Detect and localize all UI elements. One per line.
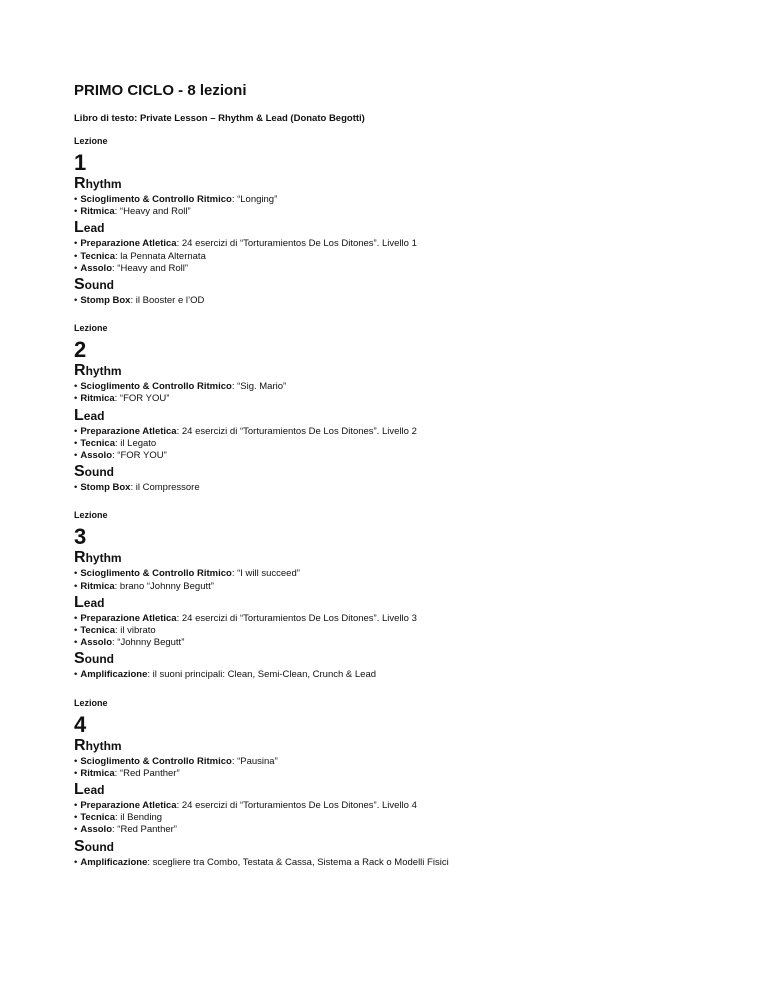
section-title bbox=[74, 650, 714, 668]
item-label: Preparazione Atletica bbox=[80, 425, 177, 437]
page-title: PRIMO CICLO - 8 lezioni bbox=[74, 82, 247, 99]
section-title bbox=[74, 549, 714, 567]
bullet-icon: • bbox=[74, 206, 78, 218]
lesson-label: Lezione bbox=[74, 697, 108, 708]
section-rhythm bbox=[74, 362, 714, 405]
item-text: : il Booster e l’OD bbox=[130, 295, 205, 307]
document-page bbox=[74, 82, 714, 869]
item-label: Scioglimento & Controllo Ritmico bbox=[80, 194, 232, 205]
bullet-icon: • bbox=[74, 580, 78, 592]
item-label: Tecnica bbox=[80, 625, 116, 637]
item-label: Assolo bbox=[80, 824, 113, 836]
list-item bbox=[74, 438, 714, 450]
bullet-icon: • bbox=[74, 381, 78, 393]
item-text: : “Pausina” bbox=[231, 755, 278, 767]
section-item-list bbox=[74, 669, 714, 681]
item-label: Tecnica bbox=[80, 812, 116, 824]
section-title bbox=[74, 463, 714, 481]
item-text: : “Red Panther” bbox=[114, 767, 180, 779]
item-text: : il vibrato bbox=[115, 625, 156, 637]
section-title-initial: R bbox=[74, 175, 86, 192]
list-item bbox=[74, 581, 714, 593]
item-text: : “Sig. Mario” bbox=[231, 381, 287, 393]
item-label: Scioglimento & Controllo Ritmico bbox=[80, 755, 232, 767]
item-text: : la Pennata Alternata bbox=[115, 250, 206, 262]
item-text: : il suoni principali: Clean, Semi-Clean, Crunch & Lead bbox=[147, 669, 377, 681]
lesson-label: Lezione bbox=[74, 510, 108, 521]
lesson-label: Lezione bbox=[74, 323, 108, 334]
list-item bbox=[74, 756, 714, 768]
item-text: : “I will succeed” bbox=[231, 568, 300, 580]
lesson-number: 1 bbox=[74, 150, 87, 175]
item-text: : “Red Panther” bbox=[112, 824, 177, 836]
section-item-list bbox=[74, 482, 714, 494]
bullet-icon: • bbox=[74, 295, 78, 307]
item-text: : “Johnny Begutt” bbox=[112, 637, 185, 649]
section-item-list bbox=[74, 426, 714, 463]
section-lead bbox=[74, 594, 714, 650]
item-label: Assolo bbox=[80, 637, 113, 649]
section-title-rest: hythm bbox=[85, 364, 122, 379]
lesson-label: Lezione bbox=[74, 136, 108, 146]
section-title-initial: R bbox=[74, 549, 86, 567]
bullet-icon: • bbox=[74, 755, 78, 767]
bullet-icon: • bbox=[74, 425, 78, 437]
section-sound bbox=[74, 276, 714, 307]
list-item bbox=[74, 857, 714, 869]
list-item bbox=[74, 206, 714, 218]
lesson-2 bbox=[74, 323, 714, 494]
section-item-list bbox=[74, 857, 714, 869]
item-label: Assolo bbox=[80, 262, 113, 274]
section-title-initial: R bbox=[74, 736, 86, 754]
bullet-icon: • bbox=[74, 393, 78, 405]
section-title-rest: ound bbox=[84, 278, 114, 293]
section-title bbox=[74, 219, 714, 237]
item-label: Preparazione Atletica bbox=[80, 612, 177, 624]
section-title-rest: hythm bbox=[85, 551, 122, 566]
list-item bbox=[74, 613, 714, 625]
bullet-icon: • bbox=[74, 194, 78, 205]
section-item-list bbox=[74, 194, 714, 218]
section-title bbox=[74, 838, 714, 856]
item-text: : 24 esercizi di “Torturamientos De Los Ditones”. Livello 2 bbox=[176, 425, 417, 437]
item-label: Amplificazione bbox=[80, 856, 148, 868]
bullet-icon: • bbox=[74, 262, 78, 274]
list-item bbox=[74, 637, 714, 649]
section-title-rest: ead bbox=[83, 783, 105, 798]
textbook-reference: Libro di testo: Private Lesson – Rhythm & Lead (Donato Begotti) bbox=[74, 113, 365, 124]
item-text: : “Heavy and Roll” bbox=[114, 206, 191, 218]
item-label: Ritmica bbox=[80, 580, 115, 592]
bullet-icon: • bbox=[74, 800, 78, 812]
bullet-icon: • bbox=[74, 450, 78, 462]
section-title-initial: S bbox=[74, 276, 85, 294]
bullet-icon: • bbox=[74, 482, 78, 494]
item-label: Assolo bbox=[80, 450, 113, 462]
list-item bbox=[74, 669, 714, 681]
list-item bbox=[74, 824, 714, 836]
item-label: Preparazione Atletica bbox=[80, 238, 177, 250]
list-item bbox=[74, 381, 714, 393]
bullet-icon: • bbox=[74, 568, 78, 580]
section-rhythm bbox=[74, 549, 714, 592]
item-label: Tecnica bbox=[80, 437, 116, 449]
item-text: : “Heavy and Roll” bbox=[112, 262, 189, 274]
section-title-initial: L bbox=[74, 781, 84, 799]
item-label: Stomp Box bbox=[80, 295, 131, 307]
lesson-1 bbox=[74, 136, 714, 307]
bullet-icon: • bbox=[74, 238, 78, 250]
item-text: : brano “Johnny Begutt” bbox=[114, 580, 214, 592]
section-item-list bbox=[74, 238, 714, 275]
section-title-rest: hythm bbox=[85, 738, 122, 753]
section-title bbox=[74, 781, 714, 799]
list-item bbox=[74, 812, 714, 824]
section-title-initial: L bbox=[74, 219, 84, 237]
section-item-list bbox=[74, 568, 714, 592]
item-text: : 24 esercizi di “Torturamientos De Los Ditones”. Livello 4 bbox=[176, 800, 417, 812]
item-text: : 24 esercizi di “Torturamientos De Los Ditones”. Livello 3 bbox=[176, 612, 417, 624]
item-label: Ritmica bbox=[80, 767, 115, 779]
section-title-rest: ound bbox=[84, 465, 114, 480]
section-title bbox=[74, 175, 714, 193]
section-sound bbox=[74, 838, 714, 869]
section-title-rest: ound bbox=[84, 839, 114, 854]
section-lead bbox=[74, 219, 714, 275]
section-title-rest: ead bbox=[83, 408, 105, 423]
section-title bbox=[74, 407, 714, 425]
item-text: : “FOR YOU” bbox=[114, 393, 170, 405]
item-text: : “FOR YOU” bbox=[112, 450, 167, 462]
list-item bbox=[74, 194, 714, 206]
list-item bbox=[74, 238, 714, 250]
item-label: Amplificazione bbox=[80, 669, 148, 681]
section-title-rest: ead bbox=[83, 595, 105, 610]
section-lead bbox=[74, 407, 714, 463]
section-title-initial: S bbox=[74, 837, 85, 855]
item-label: Ritmica bbox=[80, 206, 115, 218]
section-title-initial: L bbox=[74, 593, 84, 611]
section-item-list bbox=[74, 800, 714, 837]
bullet-icon: • bbox=[74, 625, 78, 637]
section-lead bbox=[74, 781, 714, 837]
bullet-icon: • bbox=[74, 669, 78, 681]
list-item bbox=[74, 263, 714, 275]
section-item-list bbox=[74, 295, 714, 307]
list-item bbox=[74, 768, 714, 780]
section-title-initial: S bbox=[74, 650, 85, 668]
section-title bbox=[74, 594, 714, 612]
section-title-initial: R bbox=[74, 362, 86, 380]
item-label: Scioglimento & Controllo Ritmico bbox=[80, 381, 232, 393]
lesson-number: 3 bbox=[74, 524, 87, 550]
section-item-list bbox=[74, 381, 714, 405]
section-title bbox=[74, 362, 714, 380]
list-item bbox=[74, 800, 714, 812]
item-text: : 24 esercizi di “Torturamientos De Los Ditones”. Livello 1 bbox=[176, 238, 417, 250]
bullet-icon: • bbox=[74, 637, 78, 649]
lesson-4 bbox=[74, 698, 714, 869]
item-text: : il Legato bbox=[115, 437, 157, 449]
list-item bbox=[74, 568, 714, 580]
bullet-icon: • bbox=[74, 250, 78, 262]
item-text: : scegliere tra Combo, Testata & Cassa, Sistema a Rack o Modelli Fisici bbox=[147, 856, 449, 868]
lesson-number: 4 bbox=[74, 711, 87, 737]
item-label: Tecnica bbox=[80, 250, 116, 262]
item-text: : “Longing” bbox=[231, 194, 278, 205]
bullet-icon: • bbox=[74, 437, 78, 449]
item-text: : il Bending bbox=[115, 812, 163, 824]
lesson-3 bbox=[74, 510, 714, 681]
bullet-icon: • bbox=[74, 612, 78, 624]
section-title-rest: hythm bbox=[85, 177, 122, 191]
list-item bbox=[74, 295, 714, 307]
item-label: Ritmica bbox=[80, 393, 115, 405]
section-item-list bbox=[74, 613, 714, 650]
list-item bbox=[74, 450, 714, 462]
list-item bbox=[74, 393, 714, 405]
section-title-rest: ound bbox=[84, 652, 114, 667]
lessons-container bbox=[74, 136, 714, 869]
section-title-initial: L bbox=[74, 406, 84, 424]
list-item bbox=[74, 482, 714, 494]
section-title-initial: S bbox=[74, 463, 85, 481]
section-rhythm bbox=[74, 175, 714, 218]
bullet-icon: • bbox=[74, 767, 78, 779]
bullet-icon: • bbox=[74, 824, 78, 836]
section-item-list bbox=[74, 756, 714, 780]
section-sound bbox=[74, 463, 714, 494]
item-text: : il Compressore bbox=[130, 482, 200, 494]
section-title bbox=[74, 276, 714, 294]
list-item bbox=[74, 426, 714, 438]
section-sound bbox=[74, 650, 714, 681]
item-label: Stomp Box bbox=[80, 482, 131, 494]
item-label: Preparazione Atletica bbox=[80, 800, 177, 812]
bullet-icon: • bbox=[74, 856, 78, 868]
lesson-number: 2 bbox=[74, 337, 87, 363]
list-item bbox=[74, 251, 714, 263]
item-label: Scioglimento & Controllo Ritmico bbox=[80, 568, 232, 580]
section-title bbox=[74, 737, 714, 755]
list-item bbox=[74, 625, 714, 637]
section-rhythm bbox=[74, 737, 714, 780]
bullet-icon: • bbox=[74, 812, 78, 824]
section-title-rest: ead bbox=[83, 221, 105, 236]
